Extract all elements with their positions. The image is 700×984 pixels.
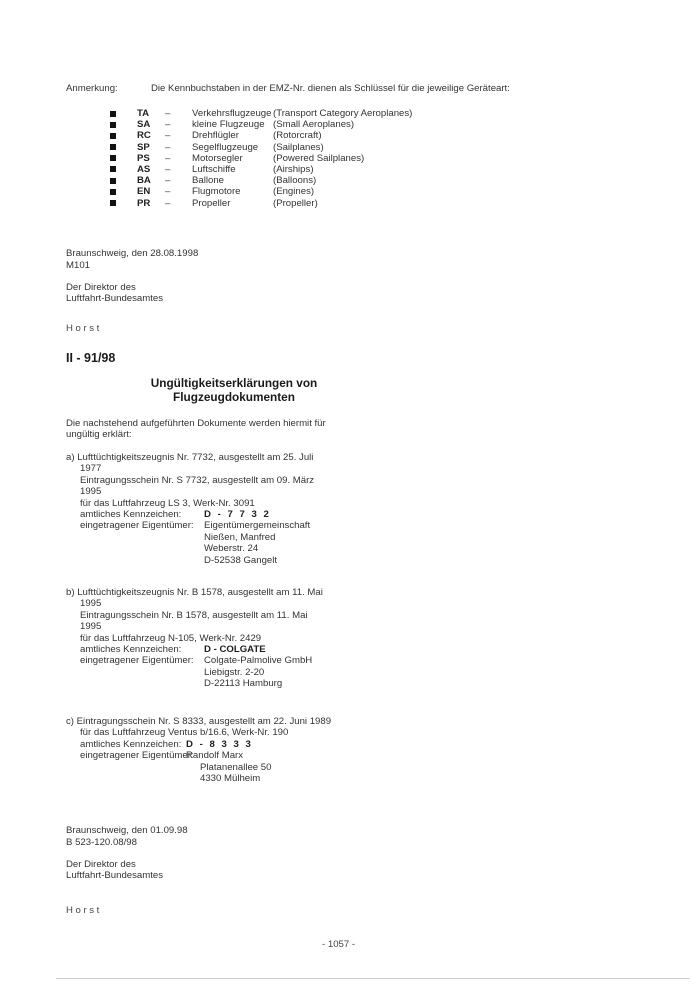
item-a-line1: a) Lufttüchtigkeitszeugnis Nr. 7732, ausgestellt am 25. Juli xyxy=(66,452,314,463)
section-intro-line2: ungültig erklärt: xyxy=(66,429,132,440)
item-a-reg-row xyxy=(66,509,314,520)
code-english: (Powered Sailplanes) xyxy=(273,152,365,164)
code-dash: – xyxy=(165,186,171,198)
item-a-owner-row xyxy=(66,520,314,531)
item-b-line5: für das Luftfahrzeug N-105, Werk-Nr. 2429 xyxy=(80,632,262,644)
square-bullet-icon xyxy=(110,122,116,128)
item-c-line1: c) Eintragungsschein Nr. S 8333, ausgestellt am 22. Juni 1989 xyxy=(66,716,332,727)
item-c-reg-value: D - 8 3 3 3 xyxy=(186,738,253,750)
item-c-reg-label: amtliches Kennzeichen: xyxy=(80,738,182,750)
item-b-reg-label: amtliches Kennzeichen: xyxy=(80,644,182,656)
code-desc: Verkehrsflugzeuge xyxy=(192,108,272,119)
code-desc: Segelflugzeuge xyxy=(192,141,259,153)
code-dash: – xyxy=(165,108,171,119)
item-b-line1: b) Lufttüchtigkeitszeugnis Nr. B 1578, ausgestellt am 11. Mai xyxy=(66,587,323,598)
code-english: (Propeller) xyxy=(273,197,318,209)
code-dash: – xyxy=(165,141,171,153)
square-bullet-icon xyxy=(110,200,116,206)
note-text: Die Kennbuchstaben in der EMZ-Nr. dienen als Schlüssel für die jeweilige Geräteart: xyxy=(151,83,510,94)
square-bullet-icon xyxy=(110,144,116,150)
sig1-title-line1: Der Direktor des xyxy=(66,282,136,293)
sig1-place-date: Braunschweig, den 28.08.1998 xyxy=(66,248,199,259)
code-desc: Ballone xyxy=(192,175,225,187)
code-abbrev: SP xyxy=(137,141,150,153)
code-dash: – xyxy=(165,197,171,209)
code-abbrev: TA xyxy=(137,108,150,119)
code-english: (Balloons) xyxy=(273,175,317,187)
item-a-line5: für das Luftfahrzeug LS 3, Werk-Nr. 3091 xyxy=(80,497,255,509)
sig2-title-line2: Luftfahrt-Bundesamtes xyxy=(66,870,164,881)
item-b xyxy=(66,587,323,690)
item-a-line2: 1977 xyxy=(80,463,102,475)
item-b-line2: 1995 xyxy=(80,598,102,610)
sig2-place-date: Braunschweig, den 01.09.98 xyxy=(66,825,188,836)
item-a-owner3: Weberstr. 24 xyxy=(204,543,259,555)
section-number: II - 91/98 xyxy=(66,351,116,365)
item-c-owner-label: eingetragener Eigentümer: xyxy=(80,750,194,762)
code-dash: – xyxy=(165,163,171,175)
page-number: - 1057 - xyxy=(322,939,356,950)
code-abbrev: PS xyxy=(137,152,150,164)
item-c-line2: für das Luftfahrzeug Ventus b/16.6, Werk-Nr. 190 xyxy=(80,727,289,739)
footer-divider xyxy=(56,978,690,979)
item-b-owner-label: eingetragener Eigentümer: xyxy=(80,655,194,667)
item-b-reg-value: D - COLGATE xyxy=(204,644,266,656)
sig2-ref: B 523-120.08/98 xyxy=(66,837,137,848)
square-bullet-icon xyxy=(110,178,116,184)
item-a-reg-value: D - 7 7 3 2 xyxy=(204,509,271,521)
item-a-owner-label: eingetragener Eigentümer: xyxy=(80,520,194,532)
section-heading-line1: Ungültigkeitserklärungen von xyxy=(150,376,318,390)
item-b-line4: 1995 xyxy=(80,621,102,633)
code-dash: – xyxy=(165,119,171,131)
code-abbrev: BA xyxy=(137,175,151,187)
item-a-owner1: Eigentümergemeinschaft xyxy=(204,520,311,532)
code-desc: Flugmotore xyxy=(192,186,241,198)
code-dash: – xyxy=(165,175,171,187)
square-bullet-icon xyxy=(110,111,116,117)
sig1-ref: M101 xyxy=(66,260,90,271)
item-a-line4: 1995 xyxy=(80,486,102,498)
item-b-owner3: D-22113 Hamburg xyxy=(204,678,283,690)
code-abbrev: PR xyxy=(137,197,151,209)
item-a-reg-label: amtliches Kennzeichen: xyxy=(80,509,182,521)
code-english: (Airships) xyxy=(273,163,314,175)
code-english: (Engines) xyxy=(273,186,315,198)
item-c-owner2: Platanenallee 50 xyxy=(200,761,272,773)
note-label: Anmerkung: xyxy=(66,83,118,94)
item-a-owner4: D-52538 Gangelt xyxy=(204,554,278,566)
sig2-title-line1: Der Direktor des xyxy=(66,859,136,870)
item-b-owner2: Liebigstr. 2-20 xyxy=(204,666,265,678)
code-abbrev: AS xyxy=(137,163,151,175)
code-english: (Transport Category Aeroplanes) xyxy=(273,108,413,119)
code-english: (Rotorcraft) xyxy=(273,130,322,142)
item-a-owner2: Nießen, Manfred xyxy=(204,531,276,543)
item-a xyxy=(66,452,314,566)
section-intro-line1: Die nachstehend aufgeführten Dokumente werden hiermit für xyxy=(66,418,326,429)
code-desc: Motorsegler xyxy=(192,152,243,164)
square-bullet-icon xyxy=(110,189,116,195)
section-heading-line2: Flugzeugdokumenten xyxy=(173,390,295,404)
item-a-line3: Eintragungsschein Nr. S 7732, ausgestellt am 09. März xyxy=(80,474,315,486)
item-c-owner-row xyxy=(66,750,331,761)
sig1-title-line2: Luftfahrt-Bundesamtes xyxy=(66,293,164,304)
item-c xyxy=(66,716,331,784)
code-desc: kleine Flugzeuge xyxy=(192,119,265,131)
square-bullet-icon xyxy=(110,155,116,161)
item-c-reg-row xyxy=(66,739,331,750)
square-bullet-icon xyxy=(110,166,116,172)
item-b-line3: Eintragungsschein Nr. B 1578, ausgestellt am 11. Mai xyxy=(80,609,308,621)
sig1-name: Horst xyxy=(66,323,102,334)
code-english: (Small Aeroplanes) xyxy=(273,119,355,131)
code-abbrev: SA xyxy=(137,119,151,131)
code-dash: – xyxy=(165,152,171,164)
item-c-owner1: Randolf Marx xyxy=(186,750,244,762)
item-c-owner3: 4330 Mülheim xyxy=(200,773,261,785)
code-desc: Drehflügler xyxy=(192,130,239,142)
code-desc: Luftschiffe xyxy=(192,163,236,175)
code-dash: – xyxy=(165,130,171,142)
code-desc: Propeller xyxy=(192,197,231,209)
item-b-owner1: Colgate-Palmolive GmbH xyxy=(204,655,313,667)
code-english: (Sailplanes) xyxy=(273,141,324,153)
item-b-reg-row xyxy=(66,644,323,655)
code-abbrev: EN xyxy=(137,186,151,198)
code-abbrev: RC xyxy=(137,130,151,142)
item-b-owner-row xyxy=(66,655,323,666)
sig2-name: Horst xyxy=(66,905,102,916)
square-bullet-icon xyxy=(110,133,116,139)
